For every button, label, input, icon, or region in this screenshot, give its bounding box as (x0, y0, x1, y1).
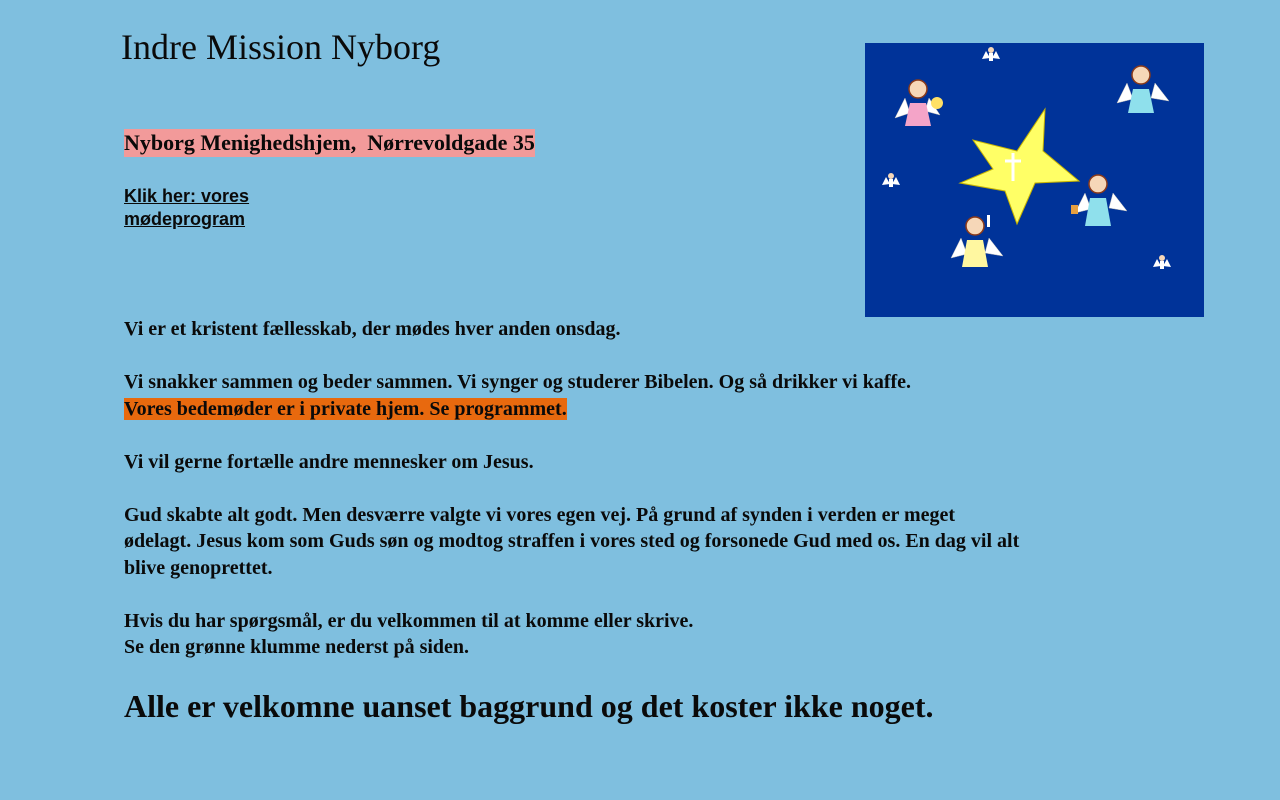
prayer-meetings-highlight: Vores bedemøder er i private hjem. Se programmet. (124, 397, 567, 420)
paragraph-questions: Hvis du har spørgsmål, er du velkommen til at komme eller skrive. (124, 609, 694, 632)
angels-illustration (865, 43, 1204, 317)
program-link-line2: mødeprogram (124, 209, 246, 229)
paragraph-gospel: Gud skabte alt godt. Men desværre valgte vi vores egen vej. På grund af synden i verden er meget ødelagt. Jesus kom som Guds søn og modtog straffen i vores sted og forsonede Gud med os. En dag vil alt blive genoprettet. (124, 503, 1020, 579)
main-content (124, 316, 1024, 661)
paragraph-activities: Vi snakker sammen og beder sammen. Vi synger og studerer Bibelen. Og så drikker vi kaffe. (124, 371, 912, 393)
angels-and-star-icon (865, 43, 1204, 317)
paragraph-tell-about-jesus: Vi vil gerne fortælle andre mennesker om Jesus. (124, 450, 534, 473)
welcome-heading: Alle er velkomne uanset baggrund og det koster ikke noget. (124, 688, 934, 724)
paragraph-fellowship: Vi er et kristent fællesskab, der mødes hver anden onsdag. (124, 318, 621, 340)
meeting-program-link[interactable] (124, 185, 324, 231)
paragraph-green-column: Se den grønne klumme nederst på siden. (124, 636, 470, 658)
address-heading: Nyborg Menighedshjem, Nørrevoldgade 35 (124, 130, 535, 155)
site-title: Indre Mission Nyborg (121, 27, 441, 67)
program-link-line1: Klik her: vores (124, 186, 250, 206)
